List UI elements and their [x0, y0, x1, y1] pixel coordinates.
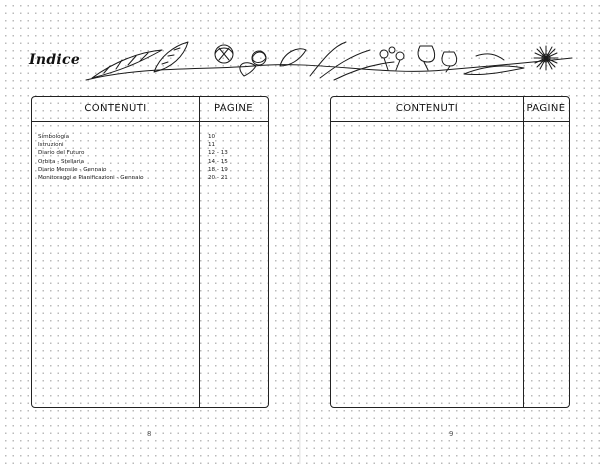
pages-header: PAGINE — [526, 103, 566, 114]
entry-title: Istruzioni — [38, 142, 64, 149]
contents-header: CONTENUTI — [395, 103, 459, 114]
entry-pages: 11 — [208, 142, 216, 149]
list-item — [38, 166, 264, 174]
column-separator — [523, 97, 524, 407]
list-item — [38, 149, 264, 157]
contents-table-left — [31, 96, 269, 408]
entry-title: Orbita - Stellaria — [38, 158, 85, 165]
floral-illustration — [84, 36, 574, 86]
list-item — [38, 133, 264, 141]
entry-title: Monitoraggi e Pianificazioni - Gennaio — [38, 174, 144, 181]
page-number-left: 8 — [147, 430, 152, 438]
page-number-right: 9 — [449, 430, 454, 438]
contents-header: CONTENUTI — [84, 103, 147, 114]
pages-header: PAGINE — [214, 103, 253, 114]
entry-pages: 12 - 13 — [208, 150, 228, 157]
contents-table-right — [330, 96, 570, 408]
entry-pages: 10 — [208, 134, 216, 140]
list-item — [38, 158, 264, 166]
entry-pages: 20 - 21 — [208, 174, 228, 181]
list-item — [38, 141, 264, 149]
list-item — [38, 174, 264, 182]
header-divider — [32, 121, 268, 122]
page-title: Indice — [29, 52, 81, 68]
entry-title: Diario Mensile - Gennaio — [38, 166, 107, 173]
entry-title: Simbologia — [38, 134, 70, 140]
entry-pages: 14 - 15 — [208, 158, 228, 165]
header-divider — [331, 121, 569, 122]
entry-title: Diario del Futuro — [38, 150, 85, 157]
entry-pages: 18 - 19 — [208, 166, 228, 173]
entries-list — [38, 133, 264, 182]
